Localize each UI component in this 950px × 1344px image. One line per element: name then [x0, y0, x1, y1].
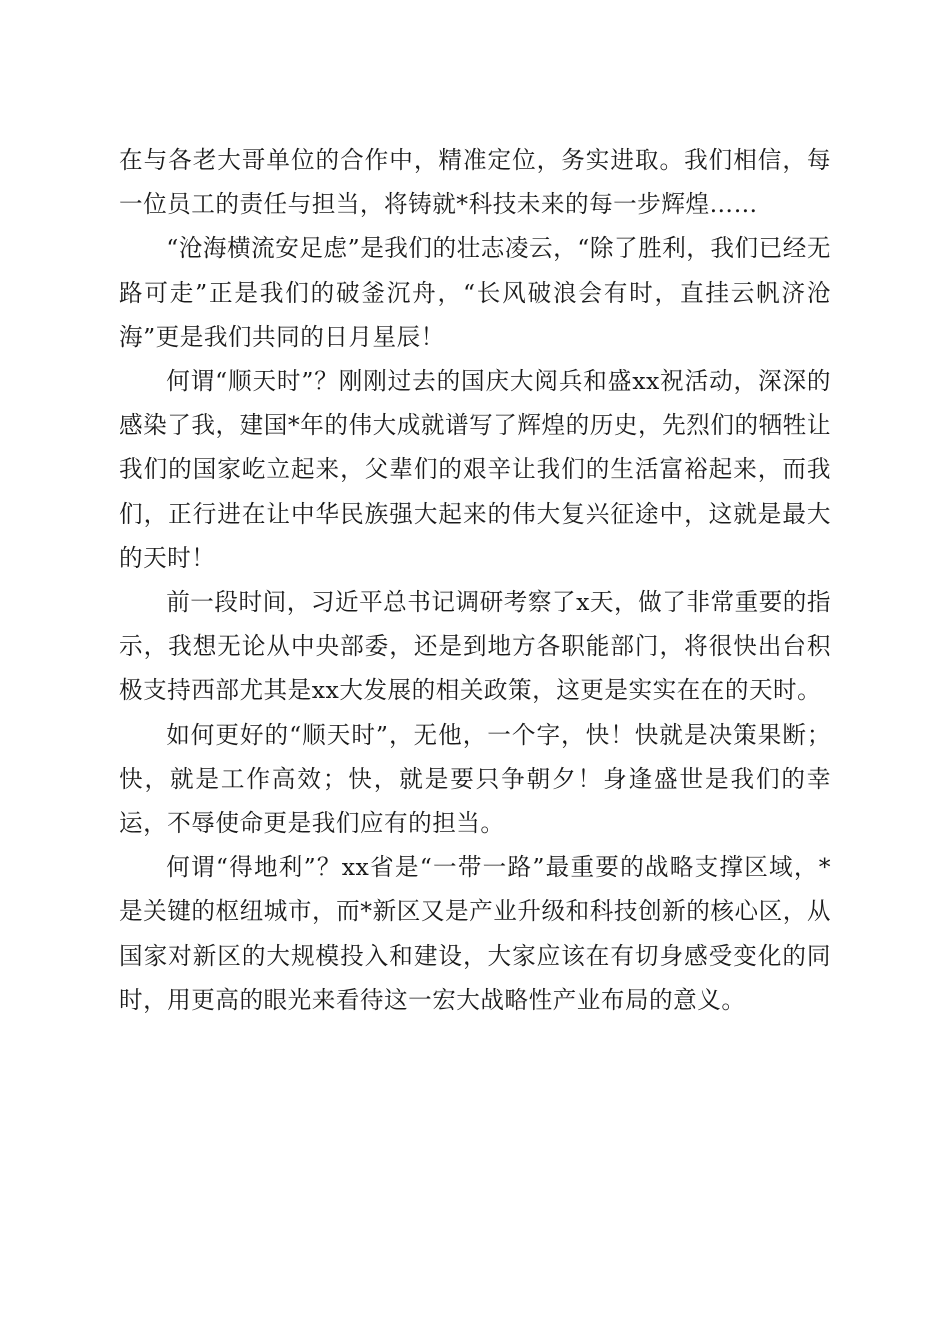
paragraph-speed: 如何更好的“顺天时”，无他，一个字，快！快就是决策果断；快，就是工作高效；快，就是要只争朝夕！身逢盛世是我们的幸运，不辱使命更是我们应有的担当。: [119, 720, 831, 838]
paragraph-geographic-advantage: 何谓“得地利”？xx省是“一带一路”最重要的战略支撑区域，*是关键的枢纽城市，而*新区又是产业升级和科技创新的核心区，从国家对新区的大规模投入和建设，大家应该在有切身感受变化的同时，用更高的眼光来看待这一宏大战略性产业布局的意义。: [119, 853, 831, 1014]
body-text: [119, 138, 831, 1022]
paragraph-slogans: “沧海横流安足虑”是我们的壮志凌云，“除了胜利，我们已经无路可走”正是我们的破釜沉舟，“长风破浪会有时，直挂云帆济沧海”更是我们共同的日月星辰！: [119, 234, 831, 351]
paragraph-continuation: 在与各老大哥单位的合作中，精准定位，务实进取。我们相信，每一位员工的责任与担当，将铸就*科技未来的每一步辉煌……: [119, 146, 831, 219]
paragraph-heavenly-timing: 何谓“顺天时”？刚刚过去的国庆大阅兵和盛xx祝活动，深深的感染了我，建国*年的伟大成就谱写了辉煌的历史，先烈们的牺牲让我们的国家屹立起来，父辈们的艰辛让我们的生活富裕起来，而我们，正行进在让中华民族强大起来的伟大复兴征途中，这就是最大的天时！: [119, 367, 831, 572]
paragraph-policy: 前一段时间，习近平总书记调研考察了x天，做了非常重要的指示，我想无论从中央部委，还是到地方各职能部门，将很快出台积极支持西部尤其是xx大发展的相关政策，这更是实实在在的天时。: [119, 588, 831, 705]
